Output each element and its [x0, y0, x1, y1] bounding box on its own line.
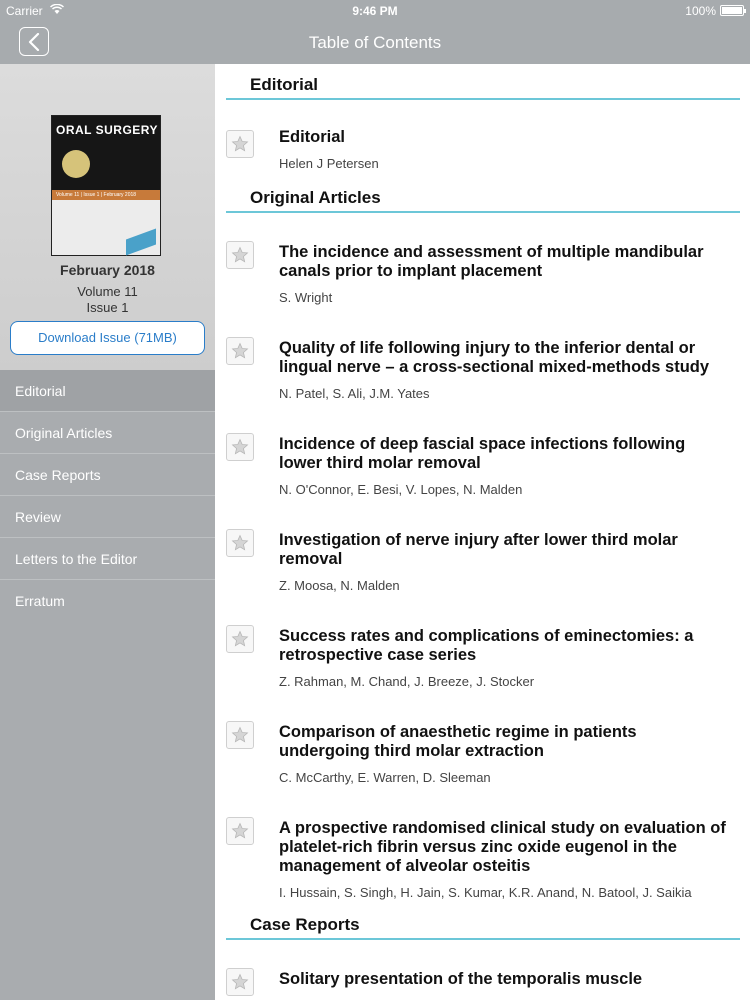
article-authors: C. McCarthy, E. Warren, D. Sleeman	[279, 770, 491, 785]
status-bar	[0, 0, 750, 22]
page-title: Table of Contents	[308, 33, 442, 52]
article-item[interactable]	[215, 531, 750, 593]
cover-title: ORAL SURGERY	[56, 123, 159, 137]
section-header-case-reports	[226, 904, 740, 940]
favorite-button[interactable]	[226, 817, 254, 845]
article-authors: Z. Rahman, M. Chand, J. Breeze, J. Stocker	[279, 674, 535, 689]
star-icon	[231, 534, 249, 552]
section-title: Editorial	[250, 75, 319, 94]
article-item[interactable]	[215, 128, 750, 171]
article-title[interactable]: A prospective randomised clinical study on evaluation of platelet-rich fibrin versus zinc oxide eugenol in the management of alveolar osteitis	[279, 819, 726, 875]
favorite-button[interactable]	[226, 721, 254, 749]
star-icon	[231, 973, 249, 991]
article-title[interactable]: Success rates and complications of eminectomies: a retrospective case series	[279, 627, 694, 664]
section-title: Case Reports	[250, 915, 360, 934]
star-icon	[231, 135, 249, 153]
favorite-button[interactable]	[226, 625, 254, 653]
status-time: 9:46 PM	[352, 4, 398, 18]
sidebar-item-review[interactable]: Review	[0, 496, 215, 538]
favorite-button[interactable]	[226, 968, 254, 996]
issue-date: February 2018	[60, 262, 155, 278]
navigation-bar	[0, 22, 750, 64]
sidebar-item-erratum[interactable]: Erratum	[15, 593, 65, 609]
article-title[interactable]: Solitary presentation of the temporalis muscle	[279, 970, 643, 988]
cover-emblem	[62, 150, 90, 178]
favorite-button[interactable]	[226, 433, 254, 461]
cover-subtitle: Volume 11 | Issue 1 | February 2018	[52, 190, 160, 200]
cover-decoration	[126, 229, 156, 256]
star-icon	[231, 726, 249, 744]
sidebar-item-case-reports[interactable]: Case Reports	[0, 454, 215, 496]
favorite-button[interactable]	[226, 529, 254, 557]
issue-cover-image[interactable]	[51, 115, 161, 256]
carrier-label: Carrier	[6, 4, 43, 18]
article-authors: Helen J Petersen	[279, 156, 379, 171]
article-item[interactable]	[215, 435, 750, 497]
sidebar-item-editorial[interactable]: Editorial	[0, 370, 215, 412]
article-title[interactable]: Investigation of nerve injury after lower third molar removal	[279, 531, 678, 568]
table-of-contents	[215, 64, 750, 1000]
star-icon	[231, 630, 249, 648]
issue-number: Issue 1	[86, 300, 129, 315]
favorite-button[interactable]	[226, 337, 254, 365]
article-item[interactable]	[215, 339, 750, 401]
section-header-original-articles	[226, 177, 740, 213]
article-authors: I. Hussain, S. Singh, H. Jain, S. Kumar, K.R. Anand, N. Batool, J. Saikia	[279, 885, 692, 900]
article-title[interactable]: Editorial	[279, 128, 346, 146]
sidebar	[0, 64, 215, 1000]
star-icon	[231, 438, 249, 456]
sidebar-item-letters[interactable]: Letters to the Editor	[0, 538, 215, 580]
section-list	[0, 370, 215, 622]
section-header-editorial	[226, 64, 740, 100]
article-item[interactable]	[215, 819, 750, 900]
section-title: Original Articles	[250, 188, 381, 207]
battery-icon	[720, 5, 744, 16]
star-icon	[231, 342, 249, 360]
article-item[interactable]	[215, 723, 750, 785]
issue-volume: Volume 11	[77, 284, 138, 299]
cover-header	[52, 116, 160, 190]
article-authors: N. Patel, S. Ali, J.M. Yates	[279, 386, 430, 401]
star-icon	[231, 246, 249, 264]
article-authors: N. O'Connor, E. Besi, V. Lopes, N. Malden	[279, 482, 523, 497]
issue-panel	[0, 64, 215, 370]
battery-percent: 100%	[685, 4, 716, 18]
favorite-button[interactable]	[226, 241, 254, 269]
article-item[interactable]	[215, 243, 750, 305]
download-issue-button[interactable]: Download Issue (71MB)	[10, 321, 205, 355]
sidebar-item-original-articles[interactable]: Original Articles	[0, 412, 215, 454]
article-item[interactable]	[215, 627, 750, 689]
article-title[interactable]: Quality of life following injury to the inferior dental or lingual nerve – a cross-sectional mixed-methods study	[279, 339, 710, 376]
star-icon	[231, 822, 249, 840]
article-title[interactable]: Incidence of deep fascial space infections following lower third molar removal	[279, 435, 686, 472]
article-item[interactable]	[215, 970, 750, 989]
article-title[interactable]: The incidence and assessment of multiple mandibular canals prior to implant placement	[279, 243, 704, 280]
favorite-button[interactable]	[226, 130, 254, 158]
article-authors: S. Wright	[279, 290, 333, 305]
article-title[interactable]: Comparison of anaesthetic regime in patients undergoing third molar extraction	[279, 723, 637, 760]
article-authors: Z. Moosa, N. Malden	[279, 578, 400, 593]
